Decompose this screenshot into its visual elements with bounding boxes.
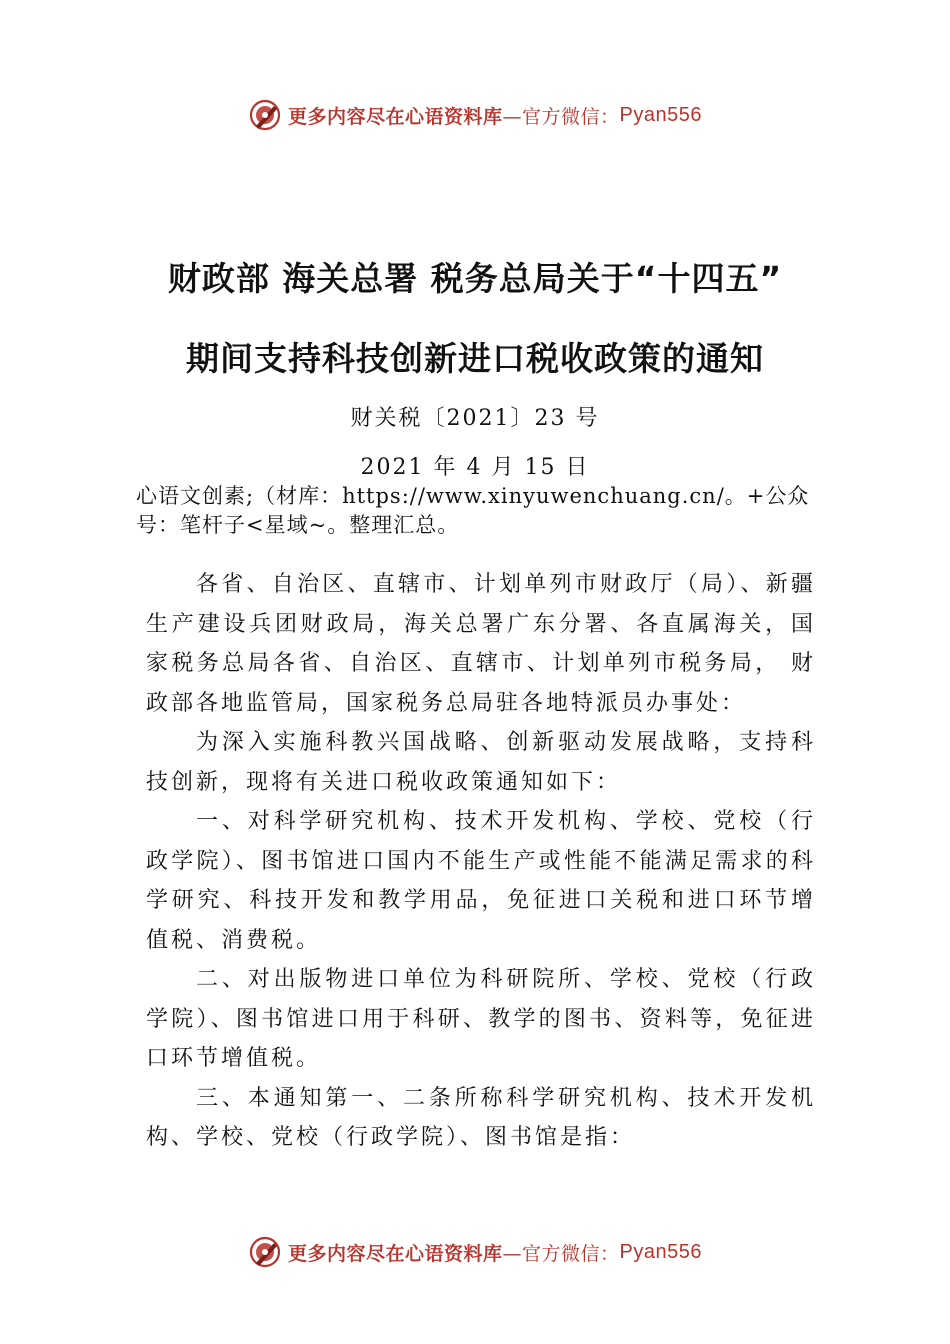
paragraph-intro: 为深入实施科教兴国战略、创新驱动发展战略，支持科技创新，现将有关进口税收政策通知如下： <box>146 730 816 795</box>
watermark-mid: —官方微信： <box>502 105 620 128</box>
document-date: 2021 年 4 月 15 日 <box>360 455 590 480</box>
pen-logo-icon <box>248 98 282 132</box>
watermark-lead: 更多内容尽在心语资料库 <box>288 105 503 128</box>
watermark-wechat-id: Pyan556 <box>619 1240 702 1263</box>
pen-logo-icon <box>248 1235 282 1269</box>
source-note: 心语文创素;（材库：https://www.xinyuwenchuang.cn/。+公众号：笔杆子<星域~。整理汇总。 <box>136 484 810 537</box>
document-body <box>146 565 816 1158</box>
watermark-wechat-id: Pyan556 <box>619 103 702 126</box>
header-watermark <box>0 95 950 135</box>
paragraph-clause-3: 三、本通知第一、二条所称科学研究机构、技术开发机构、学校、党校（行政学院）、图书馆是指： <box>146 1085 816 1150</box>
footer-watermark <box>0 1232 950 1272</box>
paragraph-clause-1: 一、对科学研究机构、技术开发机构、学校、党校（行政学院）、图书馆进口国内不能生产或性能不能满足需求的科学研究、科技开发和教学用品，免征进口关税和进口环节增值税、消费税。 <box>146 809 816 953</box>
paragraph-clause-2: 二、对出版物进口单位为科研院所、学校、党校（行政学院）、图书馆进口用于科研、教学的图书、资料等，免征进口环节增值税。 <box>146 967 816 1071</box>
paragraph-addressees: 各省、自治区、直辖市、计划单列市财政厅（局）、新疆生产建设兵团财政局，海关总署广东分署、各直属海关，国家税务总局各省、自治区、直辖市、计划单列市税务局， 财政部各地监管局，国家税务总局驻各地特派员办事处： <box>146 572 816 716</box>
document-number: 财关税〔2021〕23 号 <box>350 406 600 431</box>
document-title-line-1: 财政部 海关总署 税务总局关于“十四五” <box>167 259 783 298</box>
document-title-line-2: 期间支持科技创新进口税收政策的通知 <box>186 339 764 378</box>
watermark-lead: 更多内容尽在心语资料库 <box>288 1242 503 1265</box>
watermark-mid: —官方微信： <box>502 1242 620 1265</box>
